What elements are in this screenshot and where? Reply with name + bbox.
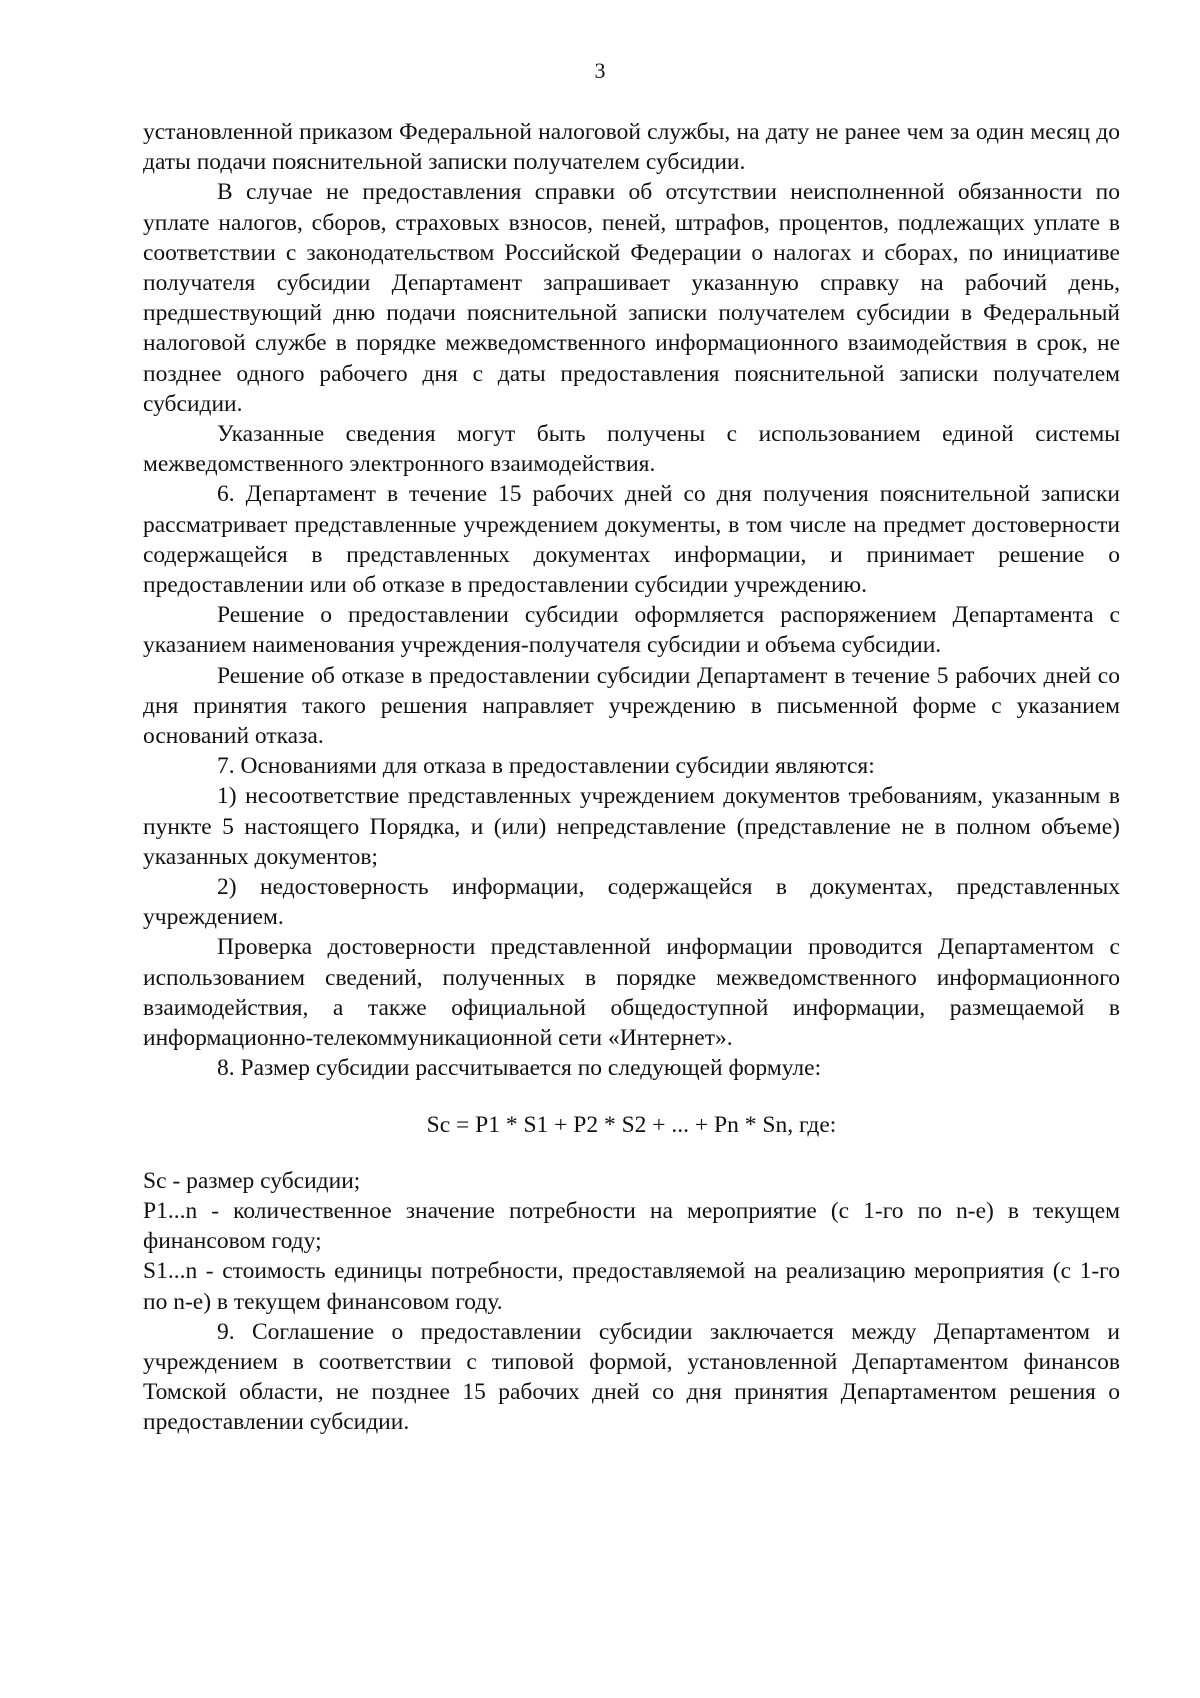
paragraph-item-8: 8. Размер субсидии рассчитывается по следующей формуле:: [217, 1055, 822, 1082]
paragraph-3: Указанные сведения могут быть получены с использованием единой системы межведомственного электронного взаимодействия.: [143, 421, 1120, 478]
formula-definition-p: P1...n - количественное значение потребности на мероприятие (с 1-го по n-е) в текущем финансовом году;: [143, 1197, 1120, 1255]
formula-definition-sc: Sc - размер субсидии;: [143, 1167, 361, 1194]
paragraph-item-7: 7. Основаниями для отказа в предоставлении субсидии являются:: [217, 753, 875, 780]
paragraph-1: установленной приказом Федеральной налоговой службы, на дату не ранее чем за один месяц до даты подачи пояснительной записки получателем субсидии.: [143, 119, 1120, 176]
paragraph-2: В случае не предоставления справки об отсутствии неисполненной обязанности по уплате налогов, сборов, страховых взносов, пеней, штрафов, процентов, подлежащих уплате в соответствии с законодательством Российской Федерации о налогах и сборах, по инициативе получателя субсидии Департамент запрашивает указанную справку на рабочий день, предшествующий дню подачи пояснительной записки получателем субсидии в Федеральный налоговой службе в порядке межведомственного информационного взаимодействия в срок, не позднее одного рабочего дня с даты предоставления пояснительной записки получателем субсидии.: [143, 179, 1120, 417]
paragraph-10: Проверка достоверности представленной информации проводится Департаментом с использованием сведений, полученных в порядке межведомственного информационного взаимодействия, а также официальной общедоступной информации, размещаемой в информационно-телекоммуникационной сети «Интернет».: [143, 934, 1120, 1052]
subsidy-formula: Sc = P1 * S1 + P2 * S2 + ... + Pn * Sn, где:: [426, 1111, 837, 1138]
formula-definition-s: S1...n - стоимость единицы потребности, предоставляемой на реализацию мероприятия (с 1-го по n-е) в текущем финансовом году.: [143, 1258, 1120, 1315]
page-number: 3: [594, 58, 606, 83]
paragraph-6: Решение об отказе в предоставлении субсидии Департамент в течение 5 рабочих дней со дня принятия такого решения направляет учреждению в письменной форме с указанием оснований отказа.: [143, 662, 1120, 750]
paragraph-subitem-1: 1) несоответствие представленных учреждением документов требованиям, указанным в пункте 5 настоящего Порядка, и (или) непредставление (представление не в полном объеме) указанных документов;: [143, 783, 1120, 870]
document-body: [143, 117, 1120, 1438]
paragraph-5: Решение о предоставлении субсидии оформляется распоряжением Департамента с указанием наименования учреждения-получателя субсидии и объема субсидии.: [143, 602, 1120, 659]
paragraph-subitem-2: 2) недостоверность информации, содержащейся в документах, представленных учреждением.: [143, 874, 1120, 931]
paragraph-item-9: 9. Соглашение о предоставлении субсидии заключается между Департаментом и учреждением в соответствии с типовой формой, установленной Департаментом финансов Томской области, не позднее 15 рабочих дней со дня принятия Департаментом решения о предоставлении субсидии.: [143, 1318, 1120, 1436]
paragraph-item-6: 6. Департамент в течение 15 рабочих дней со дня получения пояснительной записки рассматривает представленные учреждением документы, в том числе на предмет достоверности содержащейся в представленных документах информации, и принимает решение о предоставлении или об отказе в предоставлении субсидии учреждению.: [143, 481, 1120, 599]
